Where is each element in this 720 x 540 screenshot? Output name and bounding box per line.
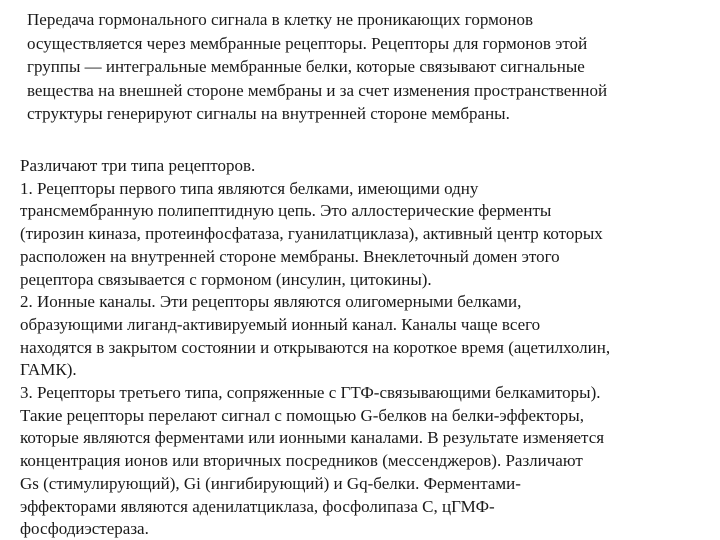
- type-3-line: которые являются ферментами или ионными каналами. В результате изменяется: [20, 428, 605, 448]
- type-2-line: 2. Ионные каналы. Эти рецепторы являются олигомерными белками,: [20, 292, 522, 312]
- type-2-line: находятся в закрытом состоянии и открываются на короткое время (ацетилхолин,: [20, 337, 611, 357]
- type-1-line: рецептора связывается с гормоном (инсулин, цитокины).: [20, 269, 432, 289]
- type-3-line: эффекторами являются аденилатциклаза, фосфолипаза С, цГМФ-: [20, 496, 495, 516]
- type-3-line: концентрация ионов или вторичных посредников (мессенджеров). Различают: [20, 451, 583, 471]
- intro-line: вещества на внешней стороне мембраны и за счет изменения пространственной: [27, 80, 608, 100]
- receptor-types-section: [20, 155, 710, 540]
- intro-line: группы — интегральные мембранные белки, которые связывают сигнальные: [27, 57, 585, 77]
- type-3-line: Такие рецепторы перелают сигнал с помощью G-белков на белки-эффекторы,: [20, 405, 584, 425]
- type-3-line: фосфодиэстераза.: [20, 519, 149, 539]
- intro-line: осуществляется через мембранные рецепторы. Рецепторы для гормонов этой: [27, 33, 588, 53]
- type-1-line: 1. Рецепторы первого типа являются белками, имеющими одну: [20, 178, 479, 198]
- section-heading-line: Различают три типа рецепторов.: [20, 156, 256, 175]
- type-2-line: ГАМК).: [20, 360, 77, 380]
- type-2-line: образующими лиганд-активируемый ионный канал. Каналы чаще всего: [20, 314, 541, 334]
- type-1-line: трансмембранную полипептидную цепь. Это аллостерические ферменты: [20, 201, 552, 221]
- intro-line: Передача гормонального сигнала в клетку не проникающих гормонов: [27, 10, 533, 29]
- intro-paragraph: [27, 8, 697, 126]
- type-3-line: 3. Рецепторы третьего типа, сопряженные с ГТФ-связывающими белкамиторы).: [20, 383, 601, 403]
- type-3-line: Gs (стимулирующий), Gi (ингибирующий) и Gq-белки. Ферментами-: [20, 473, 521, 493]
- type-1-line: расположен на внутренней стороне мембраны. Внеклеточный домен этого: [20, 246, 560, 266]
- type-1-line: (тирозин киназа, протеинфосфатаза, гуанилатциклаза), активный центр которых: [20, 224, 603, 244]
- intro-line: структуры генерируют сигналы на внутренней стороне мембраны.: [27, 104, 510, 124]
